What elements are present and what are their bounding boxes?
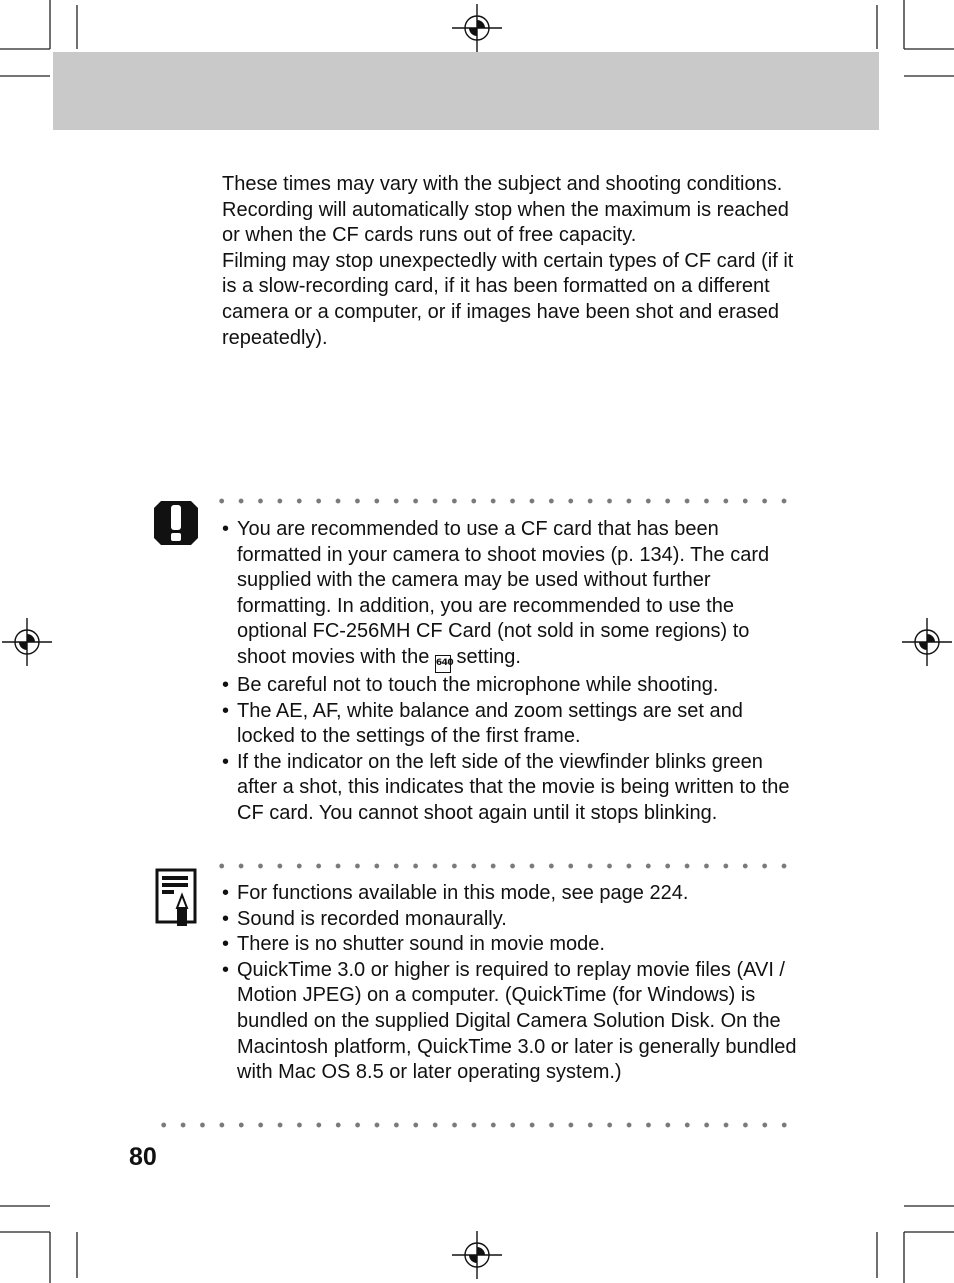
caution-item: • Be careful not to touch the microphone while shooting. <box>222 673 797 699</box>
dotted-divider-middle <box>212 863 793 869</box>
intro-paragraph-1: These times may vary with the subject and shooting conditions. Recording will automatically stop when the maximum is reached or when the CF cards runs out of free capacity. <box>222 173 789 247</box>
caution-item-text: You are recommended to use a CF card that has been formatted in your camera to shoot movies (p. 134). The card supplied with the camera may be used without further formatting. In addition, you are recommended to use the optional FC-256MH CF Card (not sold in some regions) to shoot movies with the <box>237 518 770 668</box>
note-item: • For functions available in this mode, see page 224. <box>222 881 797 907</box>
note-item: • QuickTime 3.0 or higher is required to replay movie files (AVI / Motion JPEG) on a computer. (QuickTime (for Windows) is bundled on the supplied Digital Camera Solution Disk. On the Macintosh platform, QuickTime 3.0 or later is generally bundled with Mac OS 8.5 or later operating system.) <box>222 958 797 1086</box>
intro-paragraph-2: Filming may stop unexpectedly with certain types of CF card (if it is a slow-recording card, if it has been formatted on a different camera or a computer, or if images have been shot and erased repeatedly). <box>222 249 794 349</box>
notes-list <box>222 881 797 1086</box>
dotted-divider-bottom <box>154 1122 793 1128</box>
caution-item: • If the indicator on the left side of the viewfinder blinks green after a shot, this indicates that the movie is being written to the CF card. You cannot shoot again until it stops blinking. <box>222 750 797 827</box>
dotted-divider-top <box>212 498 793 504</box>
exclamation-icon <box>152 499 200 547</box>
caution-item: • The AE, AF, white balance and zoom settings are set and locked to the settings of the first frame. <box>222 699 797 750</box>
memo-pencil-icon <box>155 868 197 926</box>
header-band <box>53 52 879 130</box>
caution-item <box>222 517 797 673</box>
caution-list <box>222 517 797 827</box>
note-item: • Sound is recorded monaurally. <box>222 907 797 933</box>
caution-item-text-after: setting. <box>456 645 521 668</box>
intro-text <box>222 172 802 351</box>
page-number: 80 <box>129 1143 157 1171</box>
note-item: • There is no shutter sound in movie mode. <box>222 932 797 958</box>
640-resolution-icon: 640 <box>435 655 451 673</box>
